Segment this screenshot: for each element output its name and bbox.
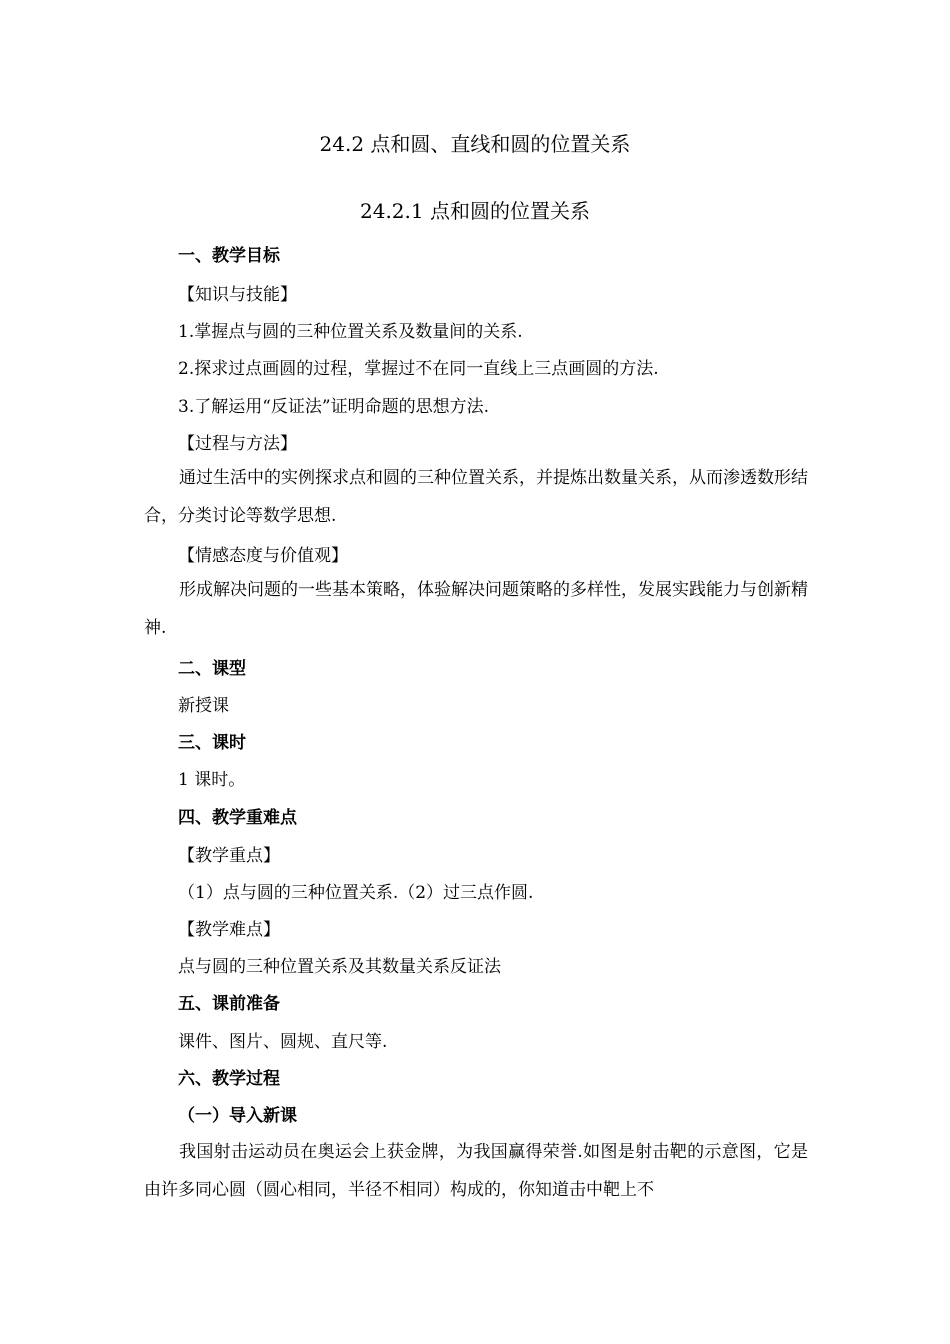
emotion-paragraph: 形成解决问题的一些基本策略，体验解决问题策略的多样性，发展实践能力与创新精神. [144,580,808,638]
hours-heading: 三、课时 [178,733,246,753]
process-method-paragraph: 通过生活中的实例探求点和圆的三种位置关系，并提炼出数量关系，从而渗透数形结合，分类讨论等数学思想. [144,468,808,526]
prep-heading: 五、课前准备 [178,994,280,1014]
knowledge-item-3: 3.了解运用“反证法”证明命题的思想方法. [178,397,490,417]
emotion-heading: 【情感态度与价值观】 [178,546,348,566]
hours-text: 1 课时。 [178,770,246,790]
main-title: 24.2 点和圆、直线和圆的位置关系 [319,132,631,156]
difficult-points-heading: 【教学难点】 [178,920,280,940]
knowledge-heading: 【知识与技能】 [178,285,297,305]
type-heading: 二、课型 [178,659,246,679]
intro-paragraph: 我国射击运动员在奥运会上获金牌，为我国赢得荣誉.如图是射击靶的示意图，它是由许多同心圆（圆心相同，半径不相同）构成的，你知道击中靶上不 [144,1142,808,1200]
type-text: 新授课 [178,696,229,716]
prep-text: 课件、图片、圆规、直尺等. [178,1032,388,1052]
key-points-heading: 【教学重点】 [178,846,280,866]
knowledge-item-2: 2.探求过点画圆的过程，掌握过不在同一直线上三点画圆的方法. [178,359,659,379]
teaching-process-heading: 六、教学过程 [178,1069,280,1089]
difficult-points-text: 点与圆的三种位置关系及其数量关系反证法 [178,957,501,977]
key-points-text: （1）点与圆的三种位置关系.（2）过三点作圆. [178,883,534,903]
intro-heading: （一）导入新课 [178,1106,297,1126]
process-method-heading: 【过程与方法】 [178,434,297,454]
goals-heading: 一、教学目标 [178,246,280,266]
key-difficult-heading: 四、教学重难点 [178,808,297,828]
knowledge-item-1: 1.掌握点与圆的三种位置关系及数量间的关系. [178,322,523,342]
sub-title: 24.2.1 点和圆的位置关系 [360,199,590,223]
